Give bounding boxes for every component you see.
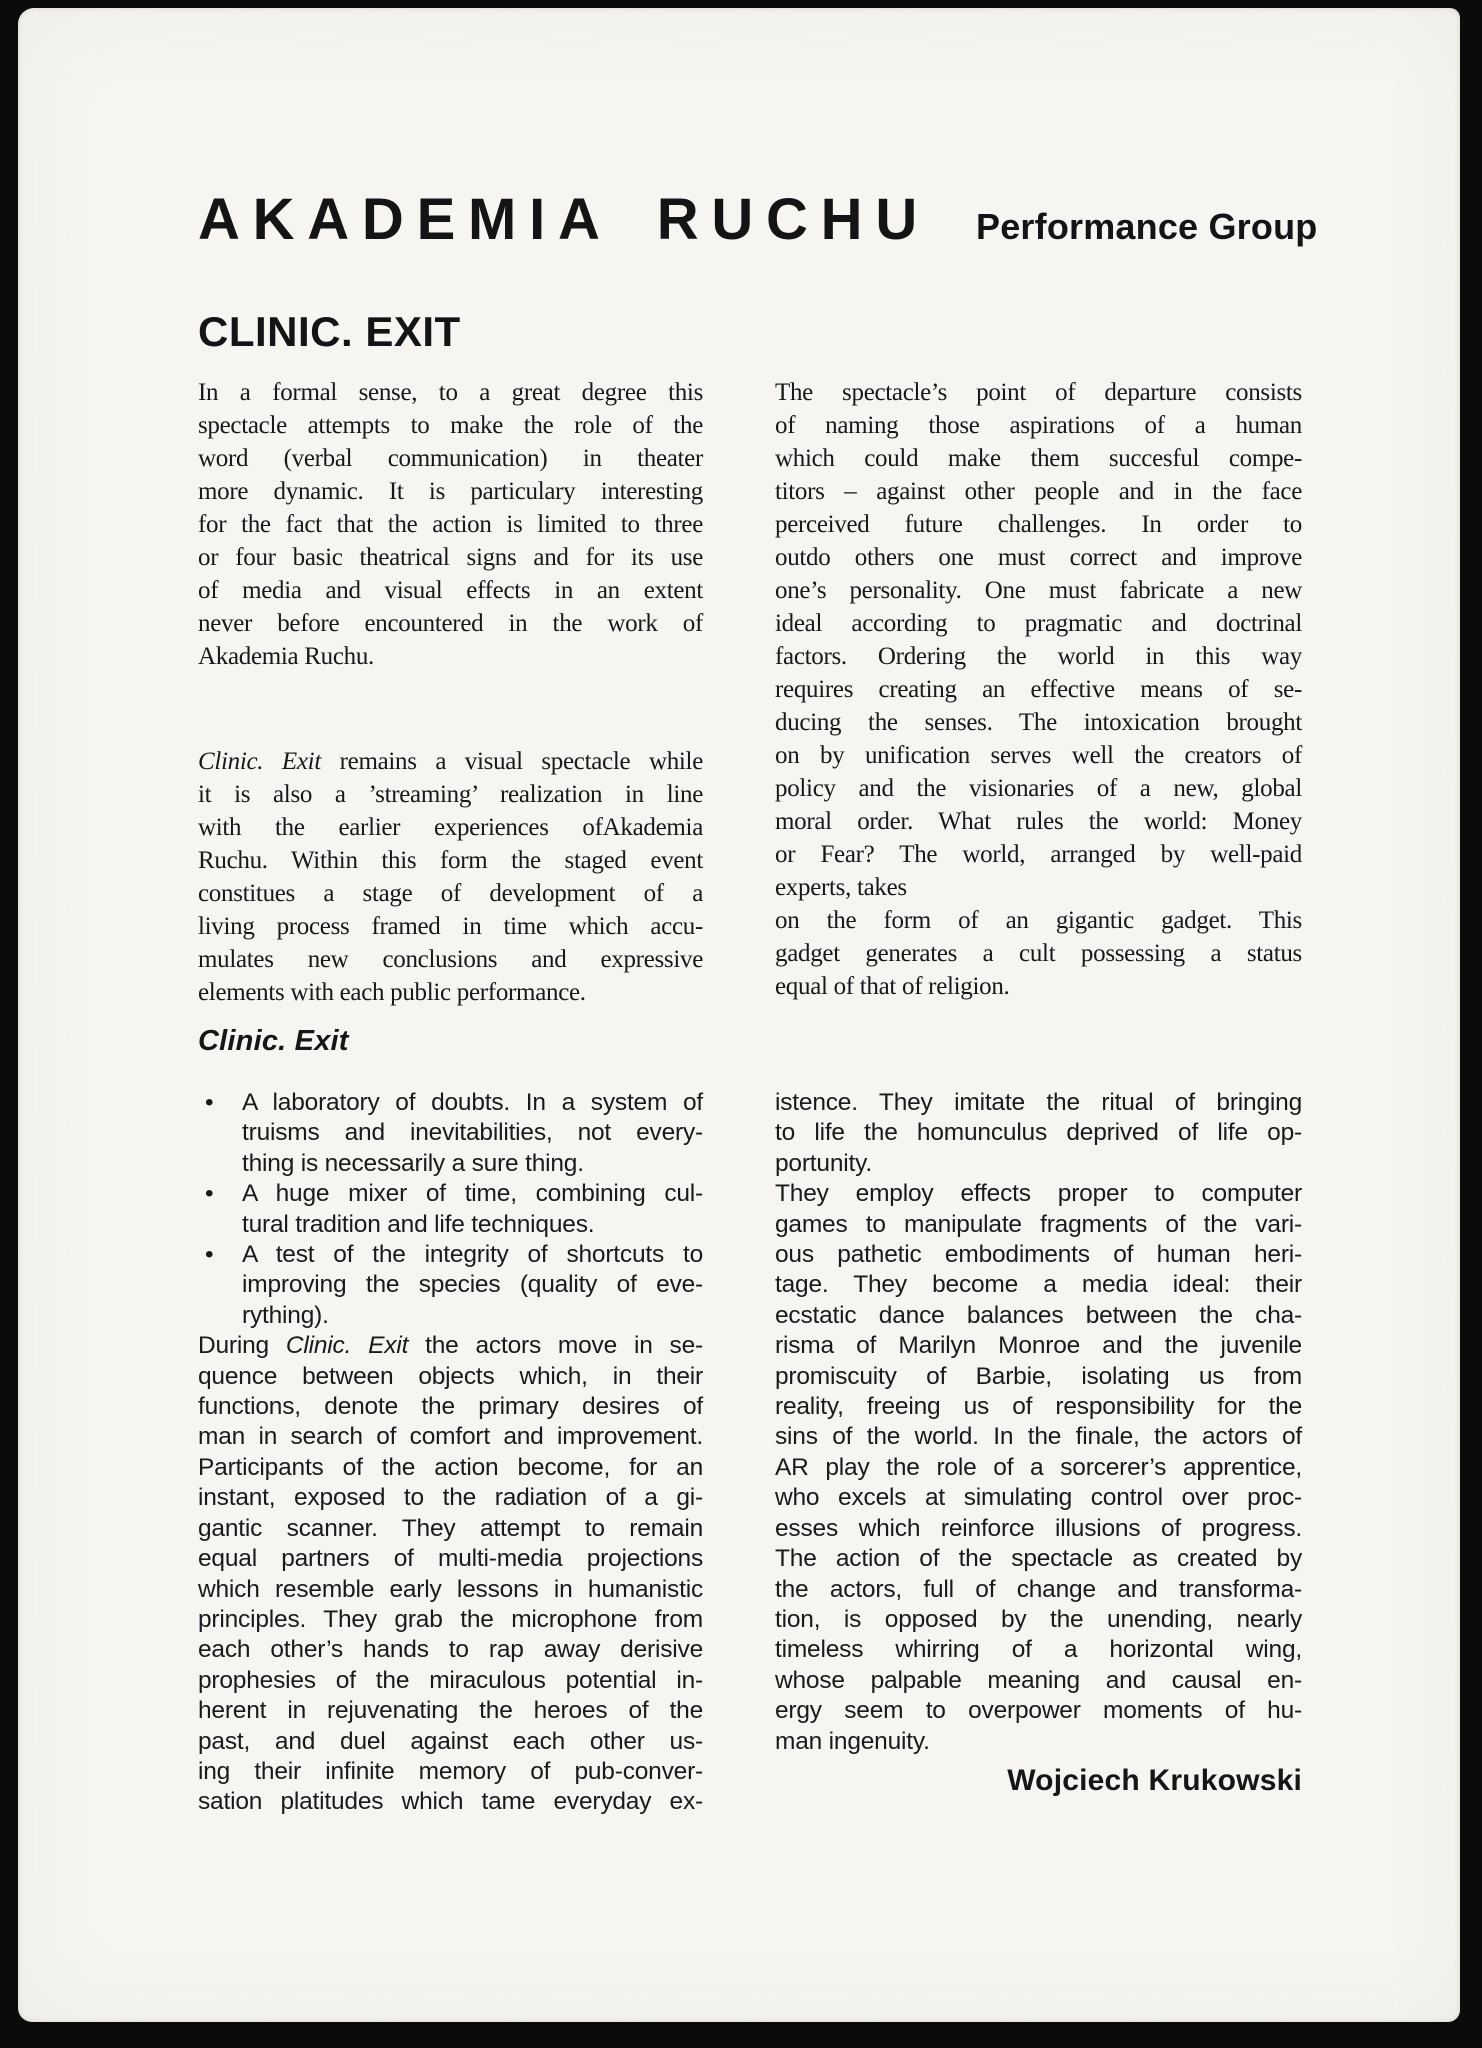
section-subheading: Clinic. Exit [198,1025,349,1057]
page-title: CLINIC. EXIT [198,308,461,355]
bullet-icon: • [205,1180,214,1208]
intro-paragraph: In a formal sense, to a great degree this spectacle attempts to make the role of the word (verbal communication) in theater more dynamic. It is particulary interesting for the fact that the action is limited to three or four basic theatrical signs and for its use of media and visual effects in an extent never before encountered in the work of Akademia Ruchu. [198,379,703,670]
document-page [18,8,1460,2022]
author-byline: Wojciech Krukowski [1007,1763,1302,1797]
list-item [198,1240,703,1331]
list-item [198,1088,703,1179]
group-name: AKADEMIA RUCHU [198,187,930,252]
bullet-text: A test of the integrity of shortcuts to improving the species (quality of eve- rything). [242,1241,703,1329]
continuation-paragraph: istence. They imitate the ritual of bringing to life the homunculus deprived of life op- portunity. [775,1089,1302,1177]
right-column [775,376,1302,1818]
bullet-icon: • [205,1241,214,1269]
bullet-list [198,1088,703,1331]
description-paragraph: During Clinic. Exit the actors move in se- quence between objects which, in their functions, denote the primary desires of man in search of comfort and improvement. Participants of the action become, for an instant, exposed to the radiation of a gi- gantic scanner. They attempt to remain equal partners of multi-media projections which resemble early lessons in humanistic principles. They grab the microphone from each other’s hands to rap away derisive prophesies of the miraculous potential in- herent in rejuvenating the heroes of the past, and duel against each other us- ing their infinite memory of pub-conver- sation platitudes which tame everyday ex- [198,1332,703,1816]
group-type-label: Performance Group [975,206,1318,247]
page-header [198,186,1317,253]
departure-paragraph: The spectacle’s point of departure consists of naming those aspirations of a human which could make them succesful compe- titors – against other people and in the face perceived future challenges. In order to outdo others one must correct and improve one’s personality. One must fabricate a new ideal according to pragmatic and doctrinal factors. Ordering the world in this way requires creating an effective means of se- ducing the senses. The intoxication brought on by unification serves well the creators of policy and the visionaries of a new, global moral order. What rules the world: Money or Fear? The world, arranged by well-paid experts, takes [775,379,1302,901]
text-columns [198,376,1302,1818]
bullet-text: A laboratory of doubts. In a system of truisms and inevitabilities, not every- thing is necessarily a sure thing. [242,1089,703,1177]
gadget-paragraph: on the form of an gigantic gadget. This gadget generates a cult possessing a status equal of that of religion. [775,907,1302,1000]
finale-paragraph: They employ effects proper to computer games to manipulate fragments of the vari- ous pathetic embodiments of human heri- tage. They become a media ideal: their ecstatic dance balances between the cha- risma of Marilyn Monroe and the juvenile promiscuity of Barbie, isolating us from reality, freeing us of responsibility for the sins of the world. In the finale, the actors of AR play the role of a sorcerer’s apprentice, who excels at simulating control over proc- esses which reinforce illusions of progress. The action of the spectacle as created by the actors, full of change and transforma- tion, is opposed by the unending, nearly timeless whirring of a horizontal wing, whose palpable meaning and causal en- ergy seem to overpower moments of hu- man ingenuity. [775,1180,1302,1755]
bullet-text: A huge mixer of time, combining cul- tural tradition and life techniques. [242,1180,703,1238]
list-item [198,1179,703,1240]
left-column [198,376,703,1818]
bullet-icon: • [205,1089,214,1116]
second-paragraph: Clinic. Exit remains a visual spectacle while it is also a ’streaming’ realization in line with the earlier experiences ofAkademia Ruchu. Within this form the staged event constitues a stage of development of a living process framed in time which accu- mulates new conclusions and expressive elements with each public performance. [198,748,703,1006]
